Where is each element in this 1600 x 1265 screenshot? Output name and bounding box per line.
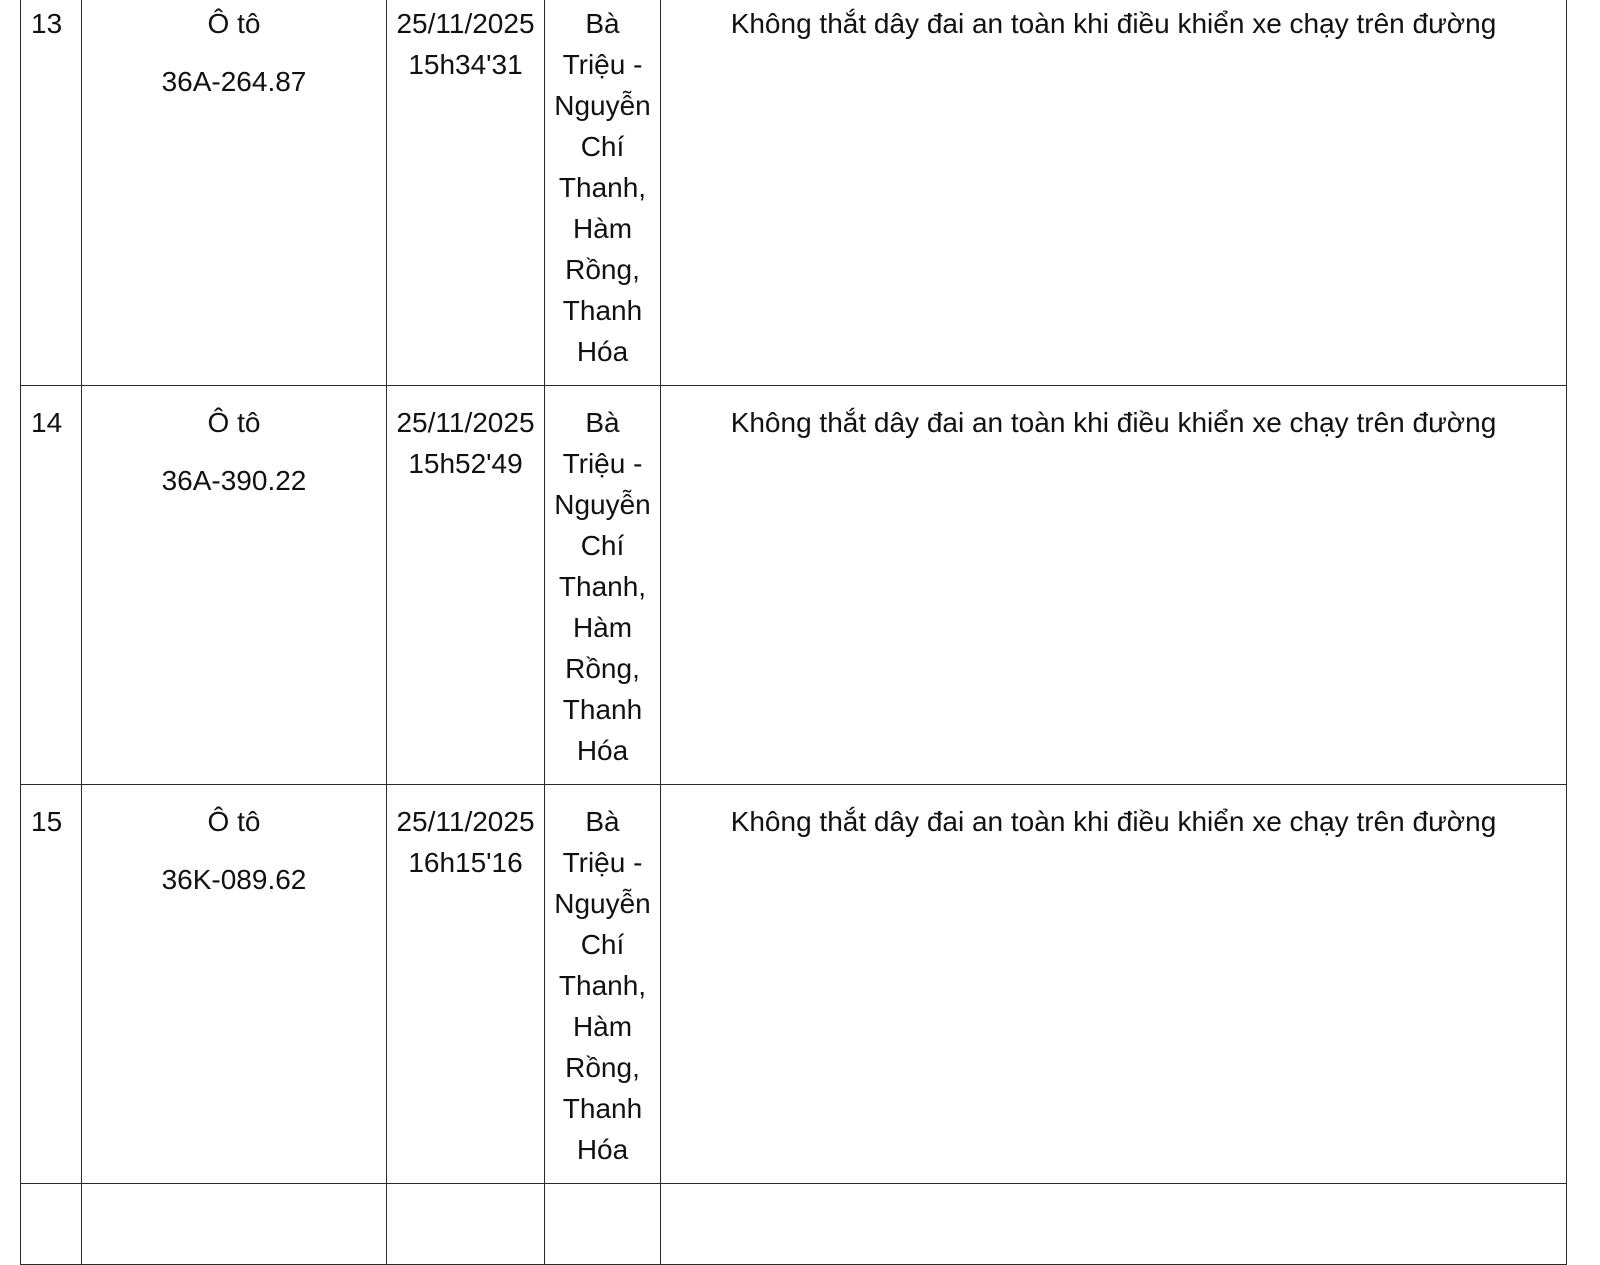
violation-time: 16h15'16 [408,847,523,878]
location-line: Triệu - [562,49,643,80]
location-cell [545,0,661,386]
row-number: 15 [31,806,63,837]
vehicle-cell [82,0,387,386]
violation-description: Không thắt dây đai an toàn khi điều khiển xe chạy trên đường [730,806,1497,837]
violation-time: 15h34'31 [408,49,523,80]
violation-date: 25/11/2025 [396,806,535,837]
row-number-cell [21,785,82,1184]
row-number-cell [21,0,82,386]
violation-cell [661,785,1567,1184]
location-cell [545,1184,661,1265]
location-line: Bà [585,806,620,837]
location-line: Chí [580,530,625,561]
license-plate: 36A-264.87 [161,66,307,97]
location-line: Hàm [572,213,633,244]
vehicle-cell [82,386,387,785]
vehicle-type: Ô tô [207,407,261,438]
table-row-partial [21,1184,1567,1265]
table-row [21,785,1567,1184]
row-number: 13 [31,8,63,39]
datetime-cell [387,0,545,386]
violation-cell [661,1184,1567,1265]
vehicle-cell [82,1184,387,1265]
vehicle-type: Ô tô [207,8,261,39]
location-line: Thanh, [558,172,647,203]
location-cell [545,386,661,785]
violation-cell [661,0,1567,386]
violation-description: Không thắt dây đai an toàn khi điều khiển xe chạy trên đường [730,8,1497,39]
row-number-cell [21,1184,82,1265]
license-plate: 36A-390.22 [161,465,307,496]
location-line: Hóa [576,1134,629,1165]
location-line: Hàm [572,1011,633,1042]
location-cell [545,785,661,1184]
location-line: Chí [580,929,625,960]
location-line: Thanh [562,694,643,725]
violation-description: Không thắt dây đai an toàn khi điều khiển xe chạy trên đường [730,407,1497,438]
table-row [21,386,1567,785]
location-line: Thanh [562,1093,643,1124]
violation-cell [661,386,1567,785]
location-line: Bà [585,407,620,438]
location-line: Hàm [572,612,633,643]
location-line: Nguyễn [554,90,651,121]
datetime-cell [387,386,545,785]
location-line: Rồng, [565,1052,640,1083]
violation-date: 25/11/2025 [396,407,535,438]
row-number-cell [21,386,82,785]
violations-table [20,0,1567,1265]
vehicle-type: Ô tô [207,806,261,837]
vehicle-cell [82,785,387,1184]
violation-time: 15h52'49 [408,448,523,479]
violation-date: 25/11/2025 [396,8,535,39]
datetime-cell [387,785,545,1184]
location-line: Hóa [576,735,629,766]
location-line: Chí [580,131,625,162]
location-line: Nguyễn [554,489,651,520]
license-plate: 36K-089.62 [161,864,307,895]
location-line: Rồng, [565,254,640,285]
location-line: Thanh, [558,571,647,602]
location-line: Triệu - [562,448,643,479]
location-line: Bà [585,8,620,39]
row-number: 14 [31,407,63,438]
table-row [21,0,1567,386]
location-line: Thanh [562,295,643,326]
location-line: Nguyễn [554,888,651,919]
location-line: Triệu - [562,847,643,878]
datetime-cell [387,1184,545,1265]
location-line: Thanh, [558,970,647,1001]
location-line: Rồng, [565,653,640,684]
location-line: Hóa [576,336,629,367]
